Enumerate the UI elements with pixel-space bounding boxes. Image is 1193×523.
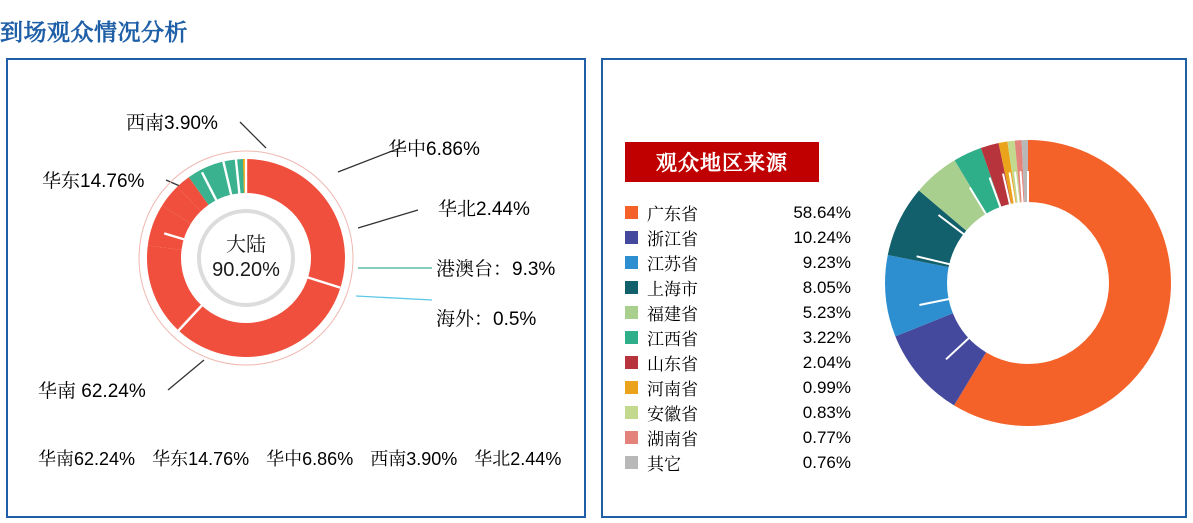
legend-swatch-icon [625, 206, 638, 219]
callout-central-china: 华中6.86% [388, 139, 480, 160]
callout-southwest: 西南3.90% [126, 113, 218, 134]
legend-swatch-icon [625, 306, 638, 319]
legend-label: 广东省 [647, 205, 698, 224]
right-chart-area [603, 60, 1185, 516]
footer-item-south-china: 华南62.24% [38, 449, 136, 469]
legend-value: 0.83% [802, 402, 851, 422]
left-chart-area [8, 60, 584, 516]
list-item [625, 275, 865, 300]
legend-label: 浙江省 [647, 230, 698, 249]
legend-value: 0.76% [802, 452, 851, 472]
list-item [625, 350, 865, 375]
list-item [625, 300, 865, 325]
legend-swatch-icon [625, 256, 638, 269]
legend-value: 10.24% [793, 227, 851, 247]
list-item [625, 325, 865, 350]
callout-south-china: 华南 62.24% [38, 381, 146, 402]
donut-center-value: 90.20% [212, 259, 280, 281]
list-item [625, 225, 865, 250]
callout-overseas: 海外：0.5% [436, 309, 537, 330]
legend-value: 3.22% [802, 327, 851, 347]
callout-east-china: 华东14.76% [42, 171, 145, 192]
legend-value: 2.04% [802, 352, 851, 372]
footer-item-southwest: 西南3.90% [370, 449, 458, 469]
legend-swatch-icon [625, 356, 638, 369]
legend-value: 9.23% [802, 252, 851, 272]
legend-label: 其它 [647, 455, 681, 474]
legend-label: 湖南省 [647, 430, 698, 449]
list-item [625, 450, 865, 475]
legend-label: 江苏省 [647, 255, 698, 274]
callout-north-china: 华北2.44% [438, 199, 530, 220]
legend-swatch-icon [625, 431, 638, 444]
legend-label: 上海市 [647, 280, 698, 299]
legend-value: 0.99% [802, 377, 851, 397]
legend-swatch-icon [625, 406, 638, 419]
list-item [625, 250, 865, 275]
list-item [625, 200, 865, 225]
region-summary-footer [38, 445, 562, 471]
legend-value: 58.64% [793, 202, 851, 222]
audience-origin-panel [6, 58, 586, 518]
list-item [625, 425, 865, 450]
list-item [625, 375, 865, 400]
legend-swatch-icon [625, 231, 638, 244]
legend-swatch-icon [625, 281, 638, 294]
legend-swatch-icon [625, 456, 638, 469]
legend-label: 河南省 [647, 380, 698, 399]
footer-item-north-china: 华北2.44% [474, 449, 562, 469]
legend-swatch-icon [625, 381, 638, 394]
footer-item-central-china: 华中6.86% [266, 449, 354, 469]
legend-swatch-icon [625, 331, 638, 344]
legend-value: 0.77% [802, 427, 851, 447]
page-title: 到场观众情况分析 [0, 19, 188, 45]
legend-label: 山东省 [647, 355, 698, 374]
callout-hk-mo-tw: 港澳台：9.3% [436, 259, 556, 280]
legend-label: 安徽省 [647, 405, 698, 424]
legend-value: 8.05% [802, 277, 851, 297]
province-legend [625, 200, 865, 475]
legend-value: 5.23% [802, 302, 851, 322]
donut-center-label: 大陆 [226, 234, 266, 256]
legend-label: 江西省 [647, 330, 698, 349]
list-item [625, 400, 865, 425]
legend-label: 福建省 [647, 305, 698, 324]
mainland-donut-chart [136, 148, 356, 368]
legend-title: 观众地区来源 [625, 142, 819, 182]
audience-province-panel [601, 58, 1187, 518]
footer-item-east-china: 华东14.76% [152, 449, 250, 469]
province-donut-chart [883, 138, 1173, 428]
